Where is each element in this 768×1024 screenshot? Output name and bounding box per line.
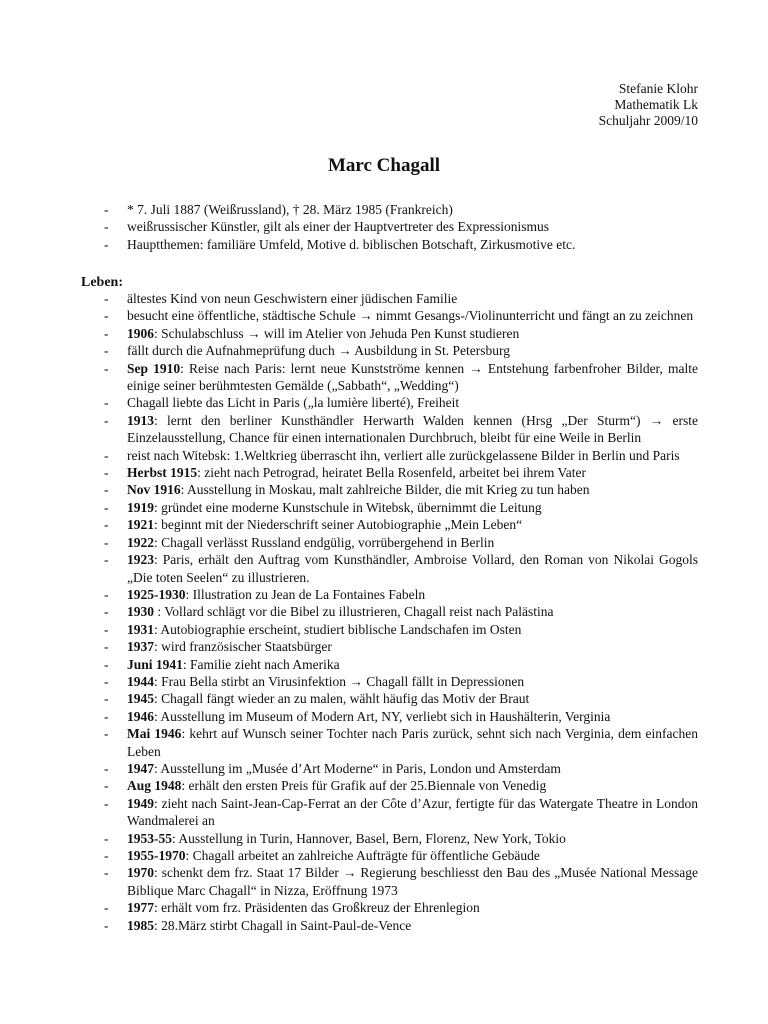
list-bullet: - [104, 308, 109, 324]
list-bullet: - [104, 691, 109, 707]
item-text: : Familie zieht nach Amerika [182, 656, 340, 672]
item-text: : Vollard schlägt vor die Bibel zu illustrieren, Chagall reist nach Palästina [154, 604, 554, 620]
item-text: * 7. Juli 1887 (Weißrussland), † 28. März 1985 (Frankreich) [127, 202, 453, 217]
intro-item [104, 201, 698, 218]
event-date: 1937 [127, 639, 154, 655]
event-date: 1923 [127, 552, 154, 568]
timeline-item [104, 325, 698, 342]
list-bullet: - [104, 656, 109, 672]
item-text: : wird französischer Staatsbürger [154, 639, 332, 655]
item-text: : Chagall fängt wieder an zu malen, wählt häufig das Motiv der Braut [154, 691, 530, 707]
timeline-item [104, 360, 698, 395]
item-text: : Frau Bella stirbt an Virusinfektion → Chagall fällt in Depressionen [154, 673, 525, 689]
event-date: 1946 [127, 708, 154, 724]
item-text: : Reise nach Paris: lernt neue Kunstströme kennen → Entstehung farbenfroher Bilder, malte einige seiner berühmtesten Gemälde („Sabbath“, „Wedding“) [127, 360, 698, 394]
list-bullet: - [104, 586, 109, 602]
author-name: Stefanie Klohr [618, 81, 698, 96]
timeline-item [104, 847, 698, 864]
timeline-item [104, 342, 698, 359]
item-text: : lernt den berliner Kunsthändler Herwarth Walden kennen (Hrsg „Der Sturm“) → erste Einzelausstellung, Chance für einen internationalen Durchbruch, bleibt für eine Weile in Berlin [127, 412, 698, 446]
event-date: 1970 [127, 865, 154, 881]
timeline-item [104, 690, 698, 707]
item-text: : Ausstellung in Turin, Hannover, Basel, Bern, Florenz, New York, Tokio [172, 830, 566, 846]
list-bullet: - [104, 219, 109, 235]
timeline-item [104, 638, 698, 655]
timeline-item [104, 447, 698, 464]
timeline-item [104, 725, 698, 760]
timeline-item [104, 777, 698, 794]
item-text: weißrussischer Künstler, gilt als einer der Hauptvertreter des Expressionismus [127, 219, 549, 235]
timeline-item [104, 830, 698, 847]
item-text: : Schulabschluss → will im Atelier von Jehuda Pen Kunst studieren [154, 325, 520, 341]
item-text: : erhält vom frz. Präsidenten das Großkreuz der Ehrenlegion [154, 900, 480, 916]
list-bullet: - [104, 621, 109, 637]
timeline-item [104, 917, 698, 934]
event-date: 1922 [127, 534, 154, 550]
item-text: : Paris, erhält den Auftrag vom Kunsthändler, Ambroise Vollard, den Roman von Nikolai Gogols „Die toten Seelen“ zu illustrieren. [127, 552, 698, 585]
item-text: : erhält den ersten Preis für Grafik auf der 25.Biennale von Venedig [181, 778, 547, 794]
list-bullet: - [104, 604, 109, 620]
event-date: Herbst 1915 [127, 465, 198, 481]
list-bullet: - [104, 482, 109, 498]
event-date: 1925-1930 [127, 586, 186, 602]
item-text: : schenkt dem frz. Staat 17 Bilder → Regierung beschliesst den Bau des „Musée National Message Biblique Marc Chagall“ in Nizza, Eröffnung 1973 [127, 865, 698, 898]
list-bullet: - [104, 447, 109, 463]
list-bullet: - [104, 517, 109, 533]
event-date: 1930 [127, 604, 154, 620]
timeline-item [104, 412, 698, 447]
timeline-item [104, 621, 698, 638]
list-bullet: - [104, 412, 109, 428]
timeline-item [104, 394, 698, 411]
list-bullet: - [104, 343, 109, 359]
timeline-item [104, 534, 698, 551]
event-date: 1977 [127, 900, 154, 916]
event-date: 1949 [127, 795, 154, 811]
list-bullet: - [104, 639, 109, 655]
list-bullet: - [104, 708, 109, 724]
timeline-item [104, 708, 698, 725]
list-bullet: - [104, 848, 109, 863]
event-date: Mai 1946 [127, 726, 182, 742]
item-text: Chagall liebte das Licht in Paris („la lumière liberté), Freiheit [127, 395, 460, 411]
item-text: : zieht nach Petrograd, heiratet Bella Rosenfeld, arbeitet bei ihrem Vater [197, 465, 586, 481]
list-bullet: - [104, 760, 109, 776]
event-date: 1947 [127, 760, 154, 776]
school-year: Schuljahr 2009/10 [598, 113, 698, 128]
event-date: 1921 [127, 517, 154, 533]
event-date: 1985 [127, 917, 154, 933]
timeline-item [104, 899, 698, 916]
timeline-item [104, 760, 698, 777]
item-text: : Ausstellung in Moskau, malt zahlreiche Bilder, die mit Krieg zu tun haben [180, 482, 590, 498]
item-text: : Ausstellung im Museum of Modern Art, NY, verliebt sich in Haushälterin, Verginia [154, 708, 611, 724]
list-bullet: - [104, 726, 109, 742]
list-bullet: - [104, 552, 109, 568]
item-text: : Autobiographie erscheint, studiert biblische Landschafen im Osten [154, 621, 522, 637]
timeline-item [104, 586, 698, 603]
list-bullet: - [104, 830, 109, 846]
event-date: 1945 [127, 691, 154, 707]
event-date: 1913 [127, 412, 154, 428]
list-bullet: - [104, 673, 109, 689]
timeline-item [104, 603, 698, 620]
list-bullet: - [104, 795, 109, 811]
list-bullet: - [104, 236, 109, 252]
event-date: 1955-1970 [127, 848, 186, 863]
timeline-item [104, 551, 698, 586]
item-text: : 28.März stirbt Chagall in Saint-Paul-de-Vence [154, 917, 412, 933]
event-date: Nov 1916 [127, 482, 181, 498]
timeline-item [104, 795, 698, 830]
timeline-item [104, 307, 698, 324]
timeline-item [104, 290, 698, 307]
timeline-item [104, 464, 698, 481]
course-name: Mathematik Lk [614, 97, 698, 112]
list-bullet: - [104, 534, 109, 550]
item-text: : Illustration zu Jean de La Fontaines Fabeln [185, 586, 426, 602]
list-bullet: - [104, 395, 109, 411]
list-bullet: - [104, 917, 109, 933]
event-date: 1953-55 [127, 830, 172, 846]
list-bullet: - [104, 360, 109, 376]
timeline-item [104, 656, 698, 673]
timeline-item [104, 481, 698, 498]
item-text: Hauptthemen: familiäre Umfeld, Motive d. biblischen Botschaft, Zirkusmotive etc. [127, 236, 576, 252]
intro-item [104, 236, 698, 253]
event-date: 1906 [127, 325, 154, 341]
event-date: 1944 [127, 673, 154, 689]
event-date: 1931 [127, 621, 154, 637]
event-date: Sep 1910 [127, 360, 181, 376]
item-text: : gründet eine moderne Kunstschule in Witebsk, übernimmt die Leitung [154, 499, 542, 515]
timeline-item [104, 673, 698, 690]
section-title-leben: Leben: [81, 275, 123, 290]
list-bullet: - [104, 778, 109, 794]
list-bullet: - [104, 465, 109, 481]
timeline-item [104, 516, 698, 533]
list-bullet: - [104, 325, 109, 341]
event-date: 1919 [127, 499, 154, 515]
timeline-item [104, 499, 698, 516]
list-bullet: - [104, 900, 109, 916]
event-date: Aug 1948 [127, 778, 182, 794]
item-text: reist nach Witebsk: 1.Weltkrieg überrascht ihn, verliert alle zurückgelassene Bilder in Berlin und Paris [127, 447, 680, 463]
event-date: Juni 1941 [127, 656, 183, 672]
biography-list [104, 290, 698, 934]
list-bullet: - [104, 499, 109, 515]
list-bullet: - [104, 202, 109, 217]
item-text: besucht eine öffentliche, städtische Schule → nimmt Gesangs-/Violinunterricht und fängt an zu zeichnen [127, 308, 694, 324]
intro-item [104, 218, 698, 235]
item-text: : Chagall arbeitet an zahlreiche Aufträgte für öffentliche Gebäude [185, 848, 540, 863]
timeline-item [104, 864, 698, 899]
item-text: : zieht nach Saint-Jean-Cap-Ferrat an der Côte d’Azur, fertigte für das Watergate Theatre in London Wandmalerei an [127, 795, 698, 829]
item-text: ältestes Kind von neun Geschwistern einer jüdischen Familie [127, 291, 458, 306]
intro-list [104, 201, 698, 253]
page-title: Marc Chagall [327, 155, 441, 176]
item-text: : beginnt mit der Niederschrift seiner Autobiographie „Mein Leben“ [154, 517, 523, 533]
item-text: : kehrt auf Wunsch seiner Tochter nach Paris zurück, sehnt sich nach Verginia, dem einfachen Leben [127, 726, 698, 759]
list-bullet: - [104, 865, 109, 881]
item-text: : Ausstellung im „Musée d’Art Moderne“ in Paris, London und Amsterdam [154, 760, 561, 776]
item-text: fällt durch die Aufnahmeprüfung duch → Ausbildung in St. Petersburg [127, 343, 510, 359]
author-header [599, 81, 698, 129]
item-text: : Chagall verlässt Russland endgülig, vorrübergehend in Berlin [154, 534, 495, 550]
list-bullet: - [104, 291, 109, 306]
